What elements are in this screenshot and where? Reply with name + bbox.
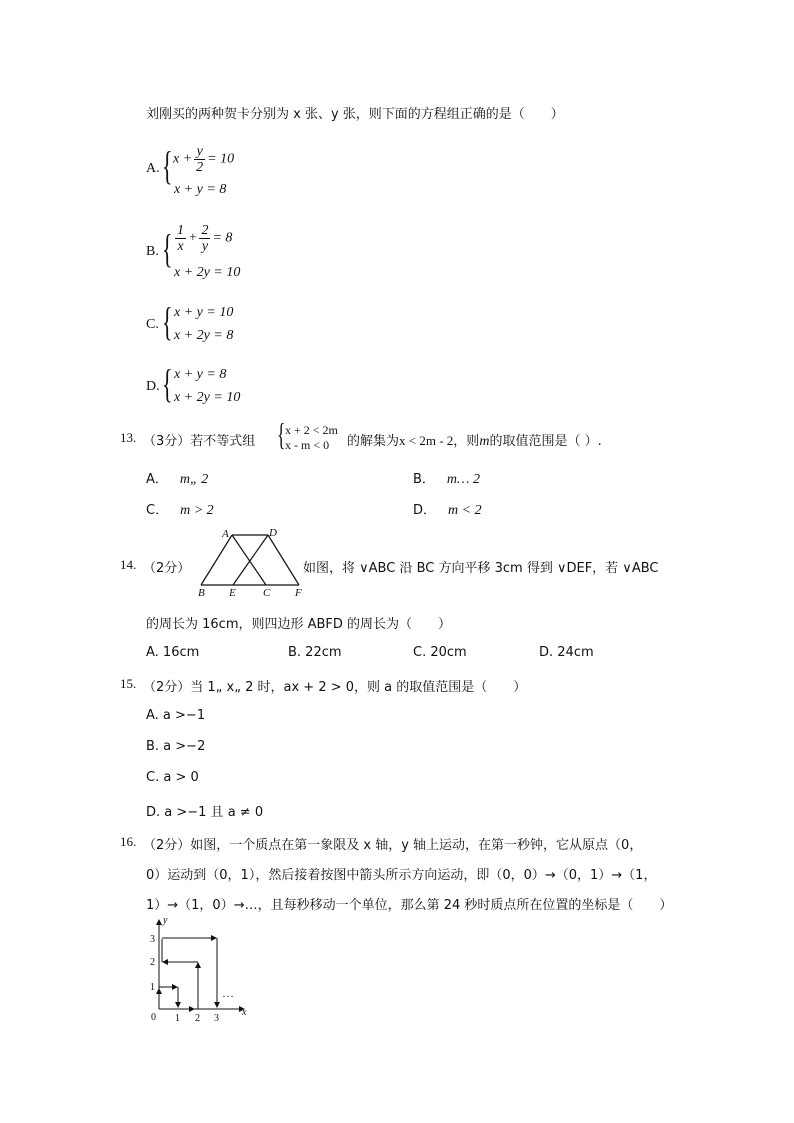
q14-stem-line1: 如图，将 ∨ABC 沿 BC 方向平移 3cm 得到 ∨DEF，若 ∨ABC	[303, 561, 659, 576]
x-tick-2: 2	[195, 1013, 200, 1024]
q12-option-b-eq1: $\frac{1}{x}$ + $\frac{2}{y}$ = 8	[177, 223, 233, 254]
q12-option-c-brace: {	[162, 299, 173, 344]
q14-translation-figure	[193, 526, 313, 598]
point-b-label: B	[198, 587, 205, 598]
q13-option-d: D． m < 2	[413, 503, 482, 518]
y-tick-2: 2	[150, 957, 155, 968]
y-tick-3: 3	[150, 934, 155, 945]
q16-number: 16.	[120, 834, 137, 849]
q15-option-d: D. a >−1 且 a ≠ 0	[146, 805, 264, 820]
q12-option-c-eq2: x + 2y = 8	[174, 328, 234, 343]
q12-option-a-brace: {	[162, 143, 173, 188]
q13-system-eq2: x - m < 0	[285, 438, 330, 452]
q12-option-c-label: C.	[146, 317, 159, 332]
point-e-label: E	[229, 587, 236, 598]
q12-option-b-label: B.	[146, 244, 159, 259]
q14-number: 14.	[120, 557, 137, 572]
q14-option-d: D. 24cm	[539, 645, 594, 660]
q12-option-a-eq1: x + $\frac{y}{2}$ = 10	[173, 144, 235, 175]
x-axis-label: x	[242, 1007, 247, 1018]
q13-option-b: B． m… 2	[413, 472, 480, 487]
q13-stem-start: （3分）若不等式组	[143, 434, 256, 449]
q13-option-a: A． m„ 2	[146, 472, 209, 487]
point-f-label: F	[295, 587, 302, 598]
x-tick-1: 1	[175, 1013, 180, 1024]
q12-stem: 刘刚买的两种贺卡分别为 x 张、y 张，则下面的方程组正确的是（ ）	[146, 107, 564, 122]
q16-stem-line3: 1）→（1，0）→…，且每秒移动一个单位，那么第 24 秒时质点所在位置的坐标是（ ）	[146, 898, 673, 913]
q15-option-a: A. a >−1	[146, 708, 206, 723]
q14-option-a: A. 16cm	[146, 645, 200, 660]
q12-option-b-brace: {	[162, 226, 173, 271]
y-axis-label: y	[163, 915, 168, 926]
q14-score: （2分）	[143, 561, 191, 576]
q12-option-d-label: D.	[146, 379, 160, 394]
q15-option-b: B. a >−2	[146, 739, 206, 754]
q16-stem-line2: 0）运动到（0，1），然后接着按图中箭头所示方向运动，即（0，0）→（0，1）→（1，	[146, 868, 657, 883]
q13-system-eq1: x + 2 < 2m	[285, 423, 338, 437]
origin-label: 0	[151, 1012, 156, 1023]
q13-option-c: C． m > 2	[146, 503, 214, 518]
x-tick-3: 3	[214, 1013, 219, 1024]
q13-stem-end: 的解集为x < 2m - 2，则m的取值范围是（ ）.	[347, 433, 602, 449]
q14-option-b: B. 22cm	[288, 645, 342, 660]
q15-stem: （2分）当 1„ x„ 2 时，ax + 2 > 0，则 a 的取值范围是（ ）	[143, 680, 527, 695]
q13-system-brace: {	[277, 416, 286, 452]
y-tick-1: 1	[150, 982, 155, 993]
q12-option-c-eq1: x + y = 10	[174, 305, 234, 320]
q12-option-d-brace: {	[162, 361, 173, 406]
point-a-label: A	[222, 528, 229, 540]
q12-option-a-eq2: x + y = 8	[174, 182, 227, 197]
q15-number: 15.	[120, 676, 137, 691]
q16-path-figure	[146, 915, 258, 1025]
q15-option-c: C. a > 0	[146, 770, 199, 785]
q12-option-b-eq2: x + 2y = 10	[174, 265, 241, 280]
q12-option-a-label: A.	[146, 161, 160, 176]
q13-number: 13.	[120, 430, 137, 445]
q16-stem-line1: （2分）如图，一个质点在第一象限及 x 轴，y 轴上运动，在第一秒钟，它从原点（0，	[143, 838, 643, 853]
q12-option-d-eq1: x + y = 8	[174, 367, 227, 382]
q12-option-d-eq2: x + 2y = 10	[174, 390, 241, 405]
point-c-label: C	[263, 587, 271, 598]
continuation-dots: …	[222, 986, 234, 1000]
q14-stem-line2: 的周长为 16cm，则四边形 ABFD 的周长为（ ）	[146, 617, 452, 632]
q14-option-c: C. 20cm	[413, 645, 467, 660]
point-d-label: D	[269, 527, 277, 539]
